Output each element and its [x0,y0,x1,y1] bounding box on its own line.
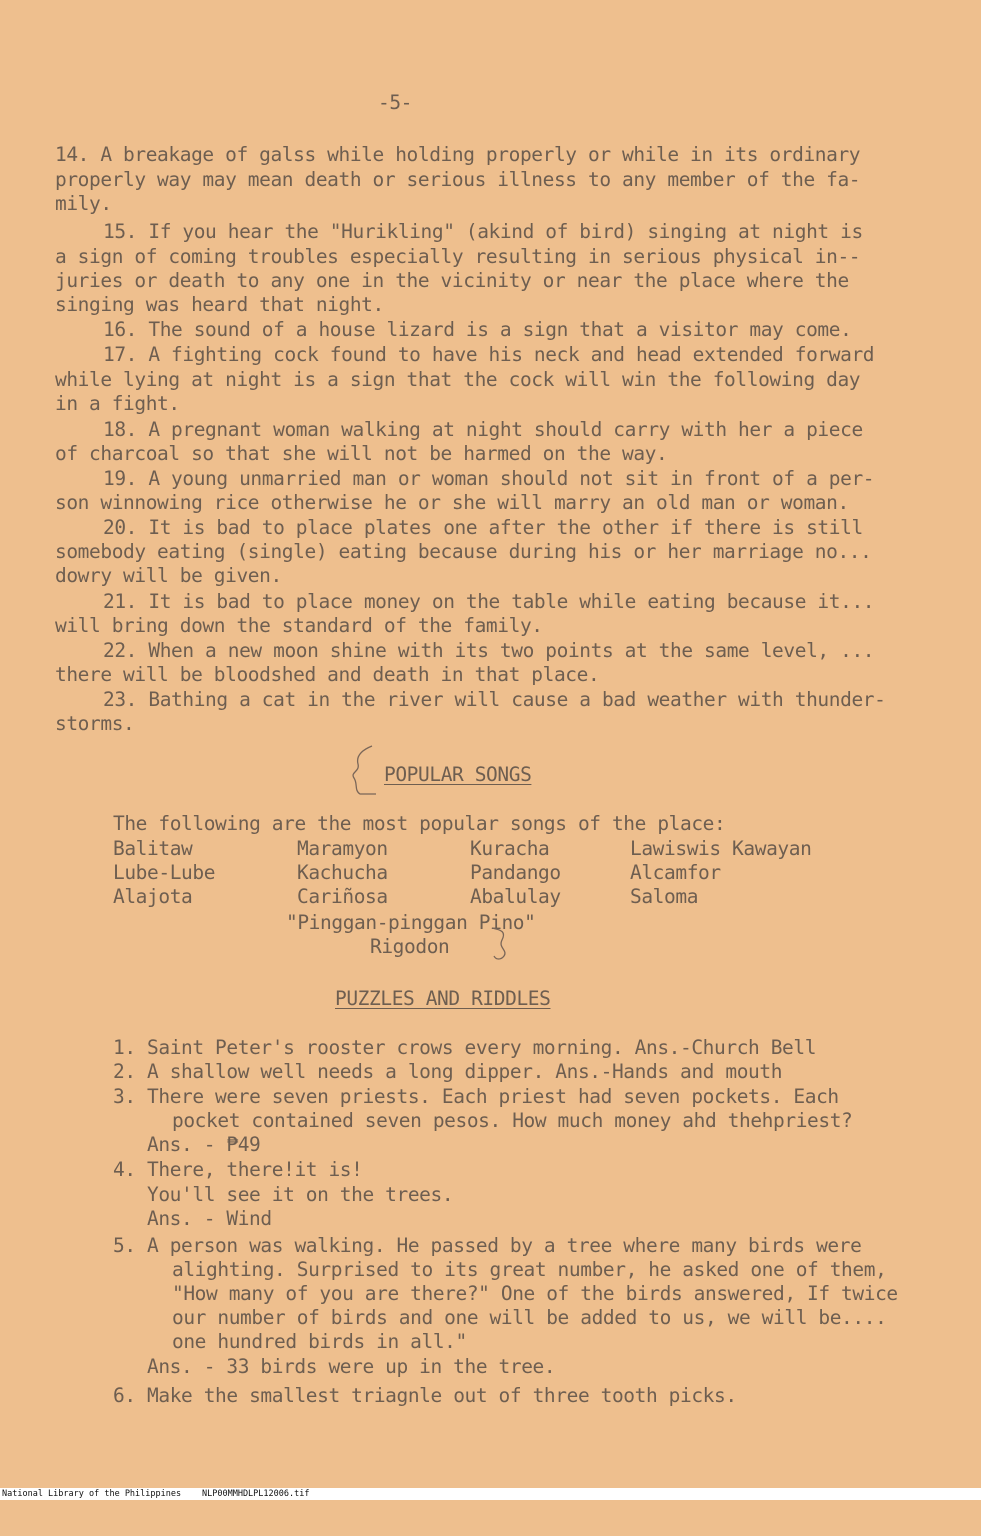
popular-songs-heading: POPULAR SONGS [384,763,532,786]
song-saloma: Saloma [630,885,699,908]
riddle-1: 1. Saint Peter's rooster crows every morning. Ans.-Church Bell [113,1036,817,1059]
riddle-3-answer: Ans. - ₱49 [147,1133,261,1156]
superstition-23-line-2: storms. [55,712,135,735]
superstition-18-line-2: of charcoal so that she will not be harmed on the way. [55,442,668,465]
riddle-5-line-4: our number of birds and one will be added to us, we will be.... [172,1306,887,1329]
superstition-21-line-2: will bring down the standard of the family. [55,614,543,637]
riddle-5-answer: Ans. - 33 birds were up in the tree. [147,1355,556,1378]
song-alcamfor: Alcamfor [630,861,721,884]
riddle-5-line-2: alighting. Surprised to its great number, he asked one of them, [172,1258,887,1281]
superstition-17-line-2: while lying at night is a sign that the cock will win the following day [55,368,861,391]
superstition-20-line-3: dowry will be given. [55,564,282,587]
superstition-21-line-1: 21. It is bad to place money on the table while eating because it... [103,590,875,613]
riddle-3-line-2: pocket contained seven pesos. How much money ahd thehpriest? [172,1109,853,1132]
puzzles-riddles-heading: PUZZLES AND RIDDLES [335,987,551,1010]
footer-library-name: National Library of the Philippines [2,1489,182,1499]
superstition-14-line-1: 14. A breakage of galss while holding properly or while in its ordinary [55,143,861,166]
song-rigodon: Rigodon [370,935,450,958]
song-carinosa: Cariñosa [297,885,388,908]
song-lawiswis-kawayan: Lawiswis Kawayan [630,837,812,860]
song-alajota: Alajota [113,885,193,908]
superstition-22-line-1: 22. When a new moon shine with its two points at the same level, ... [103,639,875,662]
superstition-14-line-2: properly way may mean death or serious illness to any member of the fa- [55,168,861,191]
superstition-17-line-1: 17. A fighting cock found to have his neck and head extended forward [103,343,875,366]
superstition-20-line-2: somebody eating (single) eating because during his or her marriage no... [55,540,872,563]
superstition-15-line-4: singing was heard that night. [55,293,384,316]
superstition-23-line-1: 23. Bathing a cat in the river will cause a bad weather with thunder- [103,688,886,711]
superstition-14-line-3: mily. [55,192,112,215]
superstition-15-line-3: juries or death to any one in the vicinity or near the place where the [55,269,849,292]
song-abalulay: Abalulay [470,885,561,908]
riddle-4-answer: Ans. - Wind [147,1207,272,1230]
song-maramyon: Maramyon [297,837,388,860]
superstition-16-line-1: 16. The sound of a house lizard is a sign that a visitor may come. [103,318,852,341]
song-pandango: Pandango [470,861,561,884]
superstition-15-line-1: 15. If you hear the "Hurikling" (akind of bird) singing at night is [103,220,863,243]
superstition-18-line-1: 18. A pregnant woman walking at night should carry with her a piece [103,418,863,441]
song-pinggan-pinggan-pino: "Pinggan-pinggan Pino" [286,911,536,934]
superstition-19-line-1: 19. A young unmarried man or woman should not sit in front of a per- [103,467,875,490]
song-kachucha: Kachucha [297,861,388,884]
superstition-19-line-2: son winnowing rice otherwise he or she will marry an old man or woman. [55,491,849,514]
riddle-6: 6. Make the smallest triagnle out of three tooth picks. [113,1384,737,1407]
riddle-5-line-1: 5. A person was walking. He passed by a tree where many birds were [113,1234,862,1257]
riddle-4-line-1: 4. There, there!it is! [113,1158,363,1181]
footer-file-id: NLP00MMHDLPL12006.tif [202,1489,310,1499]
riddle-5-line-5: one hundred birds in all." [172,1330,467,1353]
page-number: -5- [378,91,413,114]
song-kuracha: Kuracha [470,837,550,860]
pencil-close-bracket-mark [488,924,514,964]
scan-footer [0,1488,981,1500]
superstition-22-line-2: there will be bloodshed and death in that place. [55,663,600,686]
superstition-20-line-1: 20. It is bad to place plates one after the other if there is still [103,516,863,539]
songs-intro: The following are the most popular songs of the place: [113,812,726,835]
riddle-4-line-2: You'll see it on the trees. [147,1183,454,1206]
riddle-2: 2. A shallow well needs a long dipper. Ans.-Hands and mouth [113,1060,783,1083]
superstition-17-line-3: in a fight. [55,392,180,415]
riddle-3-line-1: 3. There were seven priests. Each priest had seven pockets. Each [113,1085,839,1108]
song-balitaw: Balitaw [113,837,193,860]
pencil-bracket-mark [342,742,382,800]
superstition-15-line-2: a sign of coming troubles especially resulting in serious physical in-- [55,245,861,268]
riddle-5-line-3: "How many of you are there?" One of the birds answered, If twice [172,1282,898,1305]
song-lube-lube: Lube-Lube [113,861,216,884]
